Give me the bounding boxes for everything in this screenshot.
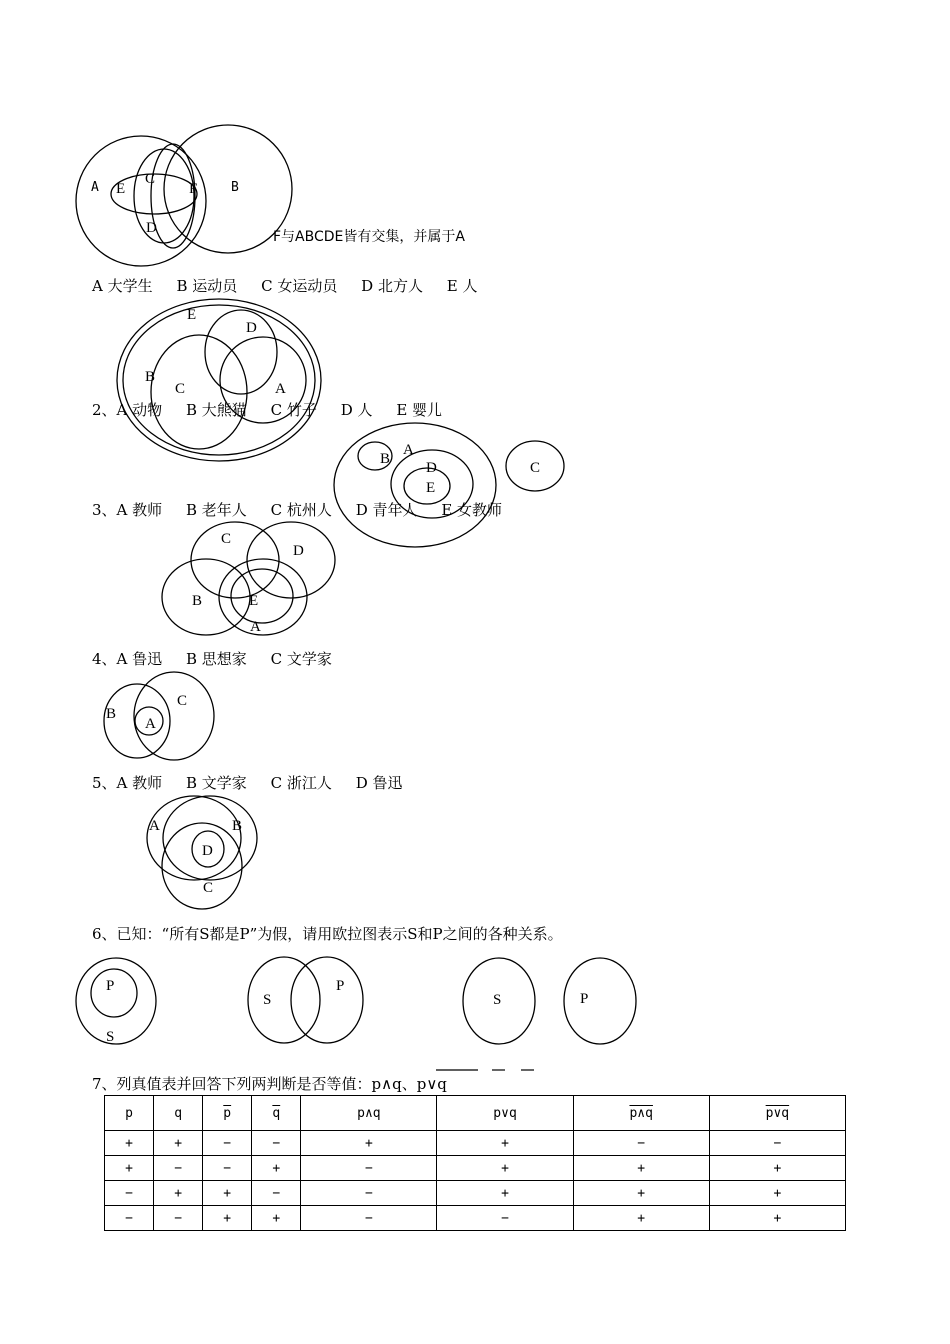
label-b: B (380, 451, 391, 467)
label-f: F (189, 181, 198, 197)
cell: + (573, 1156, 709, 1181)
cell: + (437, 1131, 573, 1156)
circle-c (151, 335, 247, 449)
cell: − (301, 1156, 437, 1181)
header-not-p-part: $\overline{p}$ (765, 1105, 774, 1121)
cell: + (252, 1206, 301, 1231)
diagram-5 (104, 672, 214, 760)
circle-a (147, 796, 241, 880)
label-d: D (426, 460, 437, 476)
header-p: p (105, 1096, 154, 1131)
label-p1: P (106, 978, 115, 994)
circle-b (162, 559, 250, 635)
cell: − (252, 1181, 301, 1206)
cell: + (709, 1156, 845, 1181)
label-d: D (202, 843, 213, 859)
label-b: B (232, 818, 243, 834)
label-s1: S (106, 1029, 115, 1045)
cell: − (573, 1131, 709, 1156)
question-7-text: 7、列真值表并回答下列两判断是否等值：p∧q、p∨q (92, 1075, 447, 1093)
header-not-p-text: $\overline{p}$ (223, 1105, 232, 1121)
cell: − (203, 1156, 252, 1181)
truth-table-header (105, 1096, 846, 1131)
cell: − (203, 1131, 252, 1156)
header-not-q (252, 1096, 301, 1131)
truth-table (104, 1095, 846, 1231)
label-c: C (530, 460, 541, 476)
cell: + (301, 1131, 437, 1156)
cell: − (301, 1206, 437, 1231)
circle-s-outer (76, 958, 156, 1044)
circle-e (231, 569, 293, 623)
cell: + (709, 1181, 845, 1206)
question-5-options: 5、A 教师 B 文学家 C 浙江人 D 鲁迅 (92, 774, 403, 792)
label-d: D (293, 543, 304, 559)
label-e: E (426, 480, 436, 496)
label-d: D (146, 220, 157, 236)
header-not-p-and-q-text: p∧q (629, 1105, 653, 1121)
table-row (105, 1181, 846, 1206)
label-e: E (187, 307, 197, 323)
diagram-7 (76, 957, 636, 1045)
header-not-p-and-q (573, 1096, 709, 1131)
header-p-and-q: p∧q (301, 1096, 437, 1131)
circle-c (191, 522, 279, 598)
diagram-4 (162, 522, 335, 635)
diagram-3 (334, 423, 564, 547)
cell: − (105, 1181, 154, 1206)
label-p2: P (336, 978, 345, 994)
label-s2: S (263, 992, 272, 1008)
question-1-options: A 大学生 B 运动员 C 女运动员 D 北方人 E 人 (92, 277, 478, 295)
label-c: C (203, 880, 214, 896)
cell: + (252, 1156, 301, 1181)
header-not-p (203, 1096, 252, 1131)
diagram-6 (147, 796, 257, 909)
label-a: A (145, 716, 156, 732)
question-3-options: 3、A 教师 B 老年人 C 杭州人 D 青年人 E 女教师 (92, 501, 503, 519)
cell: − (154, 1156, 203, 1181)
cell: − (437, 1206, 573, 1231)
label-b: B (192, 593, 203, 609)
cell: + (203, 1181, 252, 1206)
label-c: C (221, 531, 232, 547)
cell: + (437, 1156, 573, 1181)
circle-s-overlap (248, 957, 320, 1043)
table-row (105, 1156, 846, 1181)
table-row (105, 1206, 846, 1231)
label-a: A (149, 818, 160, 834)
cell: + (573, 1206, 709, 1231)
label-b: B (106, 706, 117, 722)
cell: − (301, 1181, 437, 1206)
label-p3: P (580, 991, 589, 1007)
circle-p-separate (564, 958, 636, 1044)
fig1-caption: F与ABCDE皆有交集，并属于A (273, 229, 465, 245)
label-a: A (91, 180, 99, 195)
label-s3: S (493, 992, 502, 1008)
cell: − (105, 1206, 154, 1231)
cell: − (252, 1131, 301, 1156)
label-a: A (275, 381, 286, 397)
question-6-text: 6、已知：“所有S都是P”为假，请用欧拉图表示S和P之间的各种关系。 (92, 925, 563, 943)
header-p-or-q: p∨q (437, 1096, 573, 1131)
circle-d (205, 310, 277, 394)
cell: + (709, 1206, 845, 1231)
header-q: q (154, 1096, 203, 1131)
cell: − (709, 1131, 845, 1156)
question-2-options: 2、A 动物 B 大熊猫 C 竹子 D 人 E 婴儿 (92, 401, 443, 419)
label-b: B (145, 369, 156, 385)
label-b: B (231, 180, 239, 195)
circle-p-overlap (291, 957, 363, 1043)
label-c: C (177, 693, 188, 709)
cell: + (154, 1131, 203, 1156)
diagram-1 (76, 125, 292, 266)
label-e: E (116, 181, 126, 197)
label-e: E (249, 593, 259, 609)
label-c: C (145, 171, 156, 187)
question-4-options: 4、A 鲁迅 B 思想家 C 文学家 (92, 650, 332, 668)
diagram-2 (117, 299, 321, 461)
cell: + (203, 1206, 252, 1231)
cell: + (437, 1181, 573, 1206)
label-a: A (403, 442, 414, 458)
header-not-q-text: $\overline{q}$ (272, 1105, 281, 1121)
cell: + (154, 1181, 203, 1206)
header-not-p-or-not-q (709, 1096, 845, 1131)
circle-a (334, 423, 496, 547)
cell: + (105, 1156, 154, 1181)
header-or-not-q-part: ∨q (773, 1105, 790, 1121)
cell: + (105, 1131, 154, 1156)
label-a: A (250, 619, 261, 635)
cell: + (573, 1181, 709, 1206)
cell: − (154, 1206, 203, 1231)
label-d: D (246, 320, 257, 336)
table-row (105, 1131, 846, 1156)
label-c: C (175, 381, 186, 397)
